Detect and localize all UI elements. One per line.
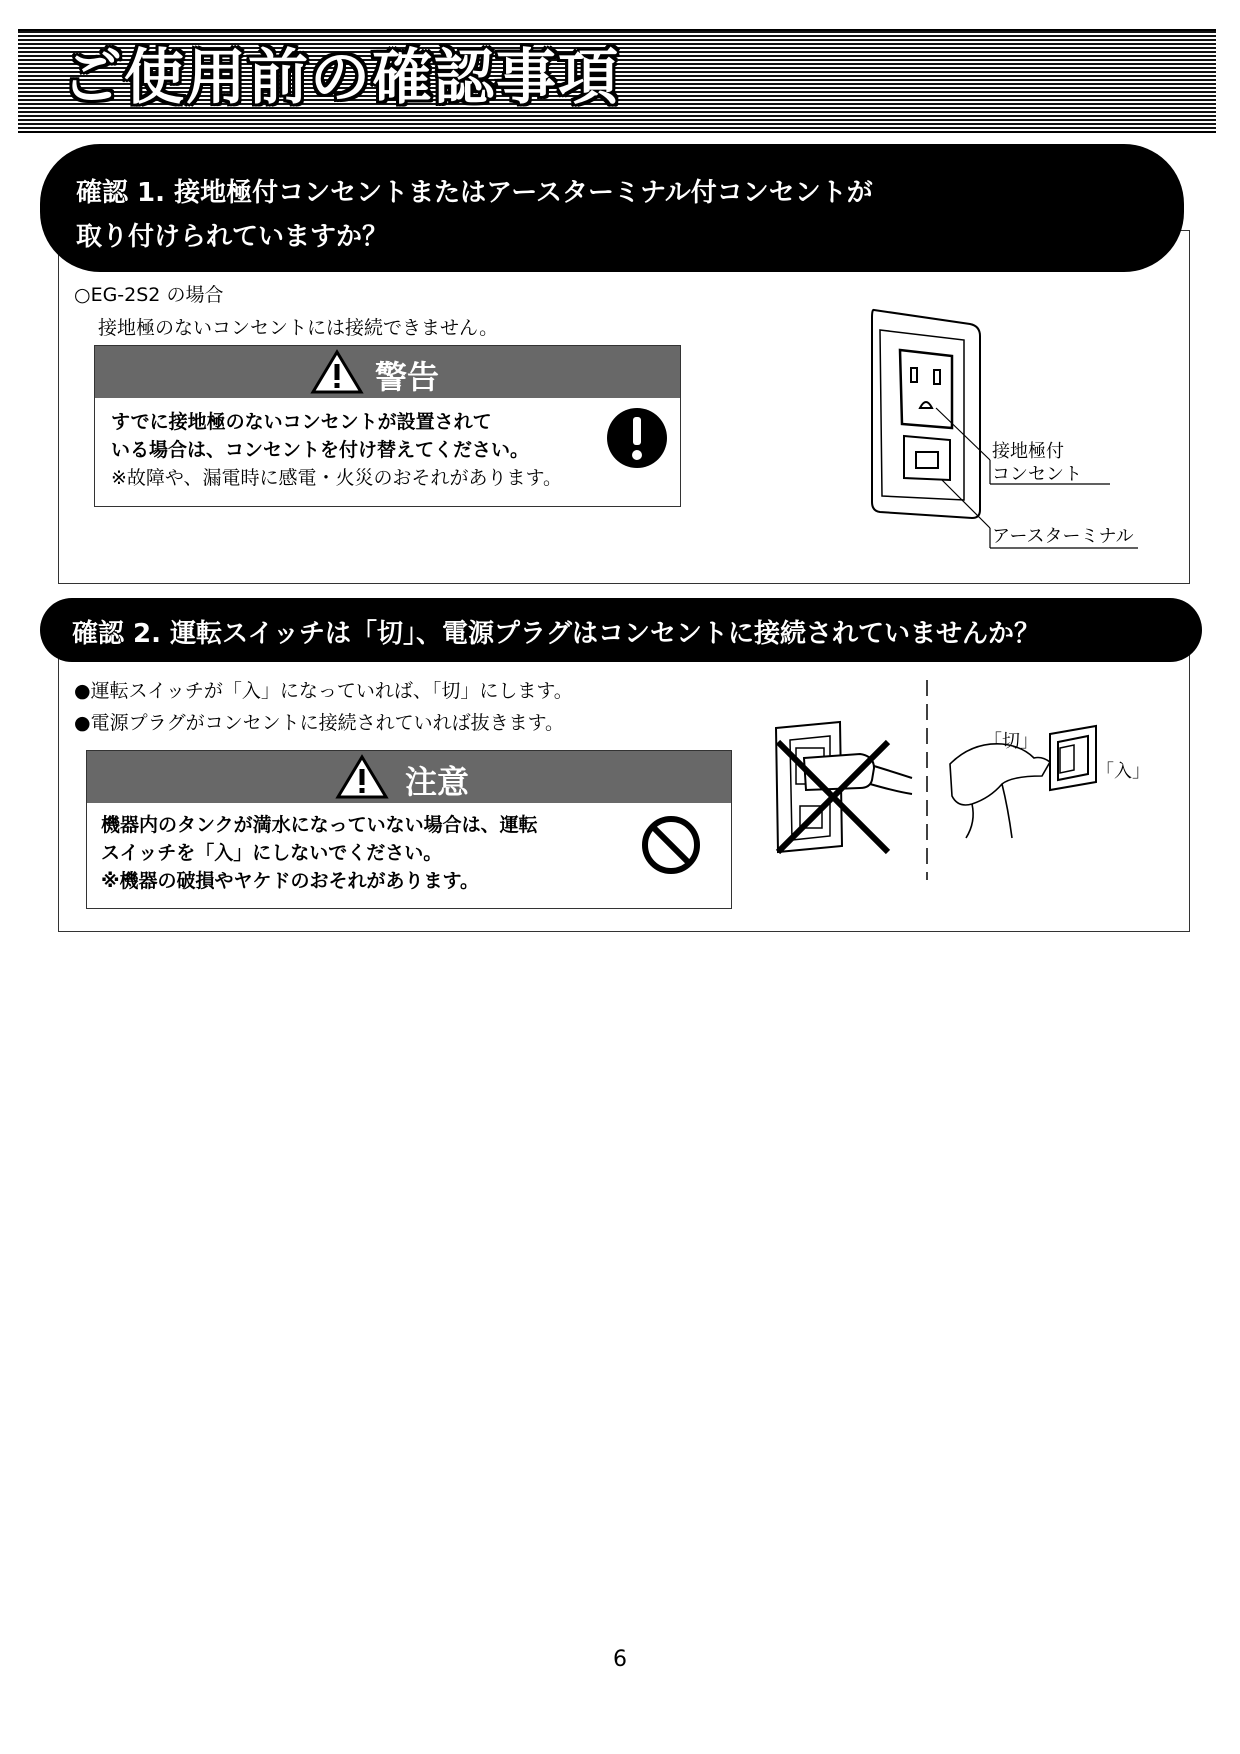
- section2-heading: [40, 598, 1202, 662]
- divider-dashed-line: [924, 680, 930, 880]
- warning-line1: すでに接地極のないコンセントが設置されて: [111, 411, 492, 433]
- warning-box: [94, 345, 681, 507]
- switch-on-label: 「入」: [1096, 761, 1150, 782]
- section1-heading-line2: 取り付けられていますか？: [76, 222, 389, 252]
- page-number: 6: [613, 1647, 627, 1672]
- mandatory-exclamation-icon: [605, 406, 669, 470]
- model-note: ○EG-2S2 の場合: [74, 284, 224, 306]
- caution-label: 注意: [405, 763, 470, 801]
- warning-label: 警告: [375, 358, 440, 396]
- page-title: ご使用前の確認事項: [62, 43, 620, 113]
- prohibition-icon: [639, 813, 703, 877]
- warning-line2: いる場合は、コンセントを付け替えてください。: [111, 439, 530, 461]
- switch-off-label: 「切」: [984, 731, 1038, 752]
- caution-line3: ※機器の破損やヤケドのおそれがあります。: [101, 870, 479, 892]
- warning-header: [95, 346, 680, 398]
- caution-header: [87, 751, 731, 803]
- caution-line1: 機器内のタンクが満水になっていない場合は、運転: [101, 814, 538, 836]
- caution-triangle-icon: [335, 754, 389, 800]
- earth-terminal-label: アースターミナル: [992, 526, 1134, 547]
- caution-body: [101, 811, 538, 895]
- section2-bullet1: ●運転スイッチが「入」になっていれば、「切」にします。: [74, 680, 573, 702]
- warning-triangle-icon: [310, 349, 364, 395]
- section2-heading-text: 確認 2. 運転スイッチは「切」、電源プラグはコンセントに接続されていませんか？: [72, 619, 1041, 649]
- plug-prohibited-illustration: [770, 718, 930, 858]
- ground-outlet-label-line1: 接地極付: [992, 441, 1064, 462]
- section1-heading-line1: 確認 1. 接地極付コンセントまたはアースターミナル付コンセントが: [76, 178, 873, 208]
- warning-body: [111, 408, 562, 492]
- caution-line2: スイッチを「入」にしないでください。: [101, 842, 443, 864]
- section1-text: 接地極のないコンセントには接続できません。: [98, 317, 499, 339]
- section1-heading: [40, 144, 1184, 272]
- ground-outlet-label-line2: コンセント: [992, 464, 1082, 485]
- caution-box: [86, 750, 732, 909]
- switch-hand-illustration: [942, 718, 1152, 848]
- warning-line3: ※故障や、漏電時に感電・火災のおそれがあります。: [111, 467, 563, 489]
- section2-bullet2: ●電源プラグがコンセントに接続されていれば抜きます。: [74, 712, 565, 734]
